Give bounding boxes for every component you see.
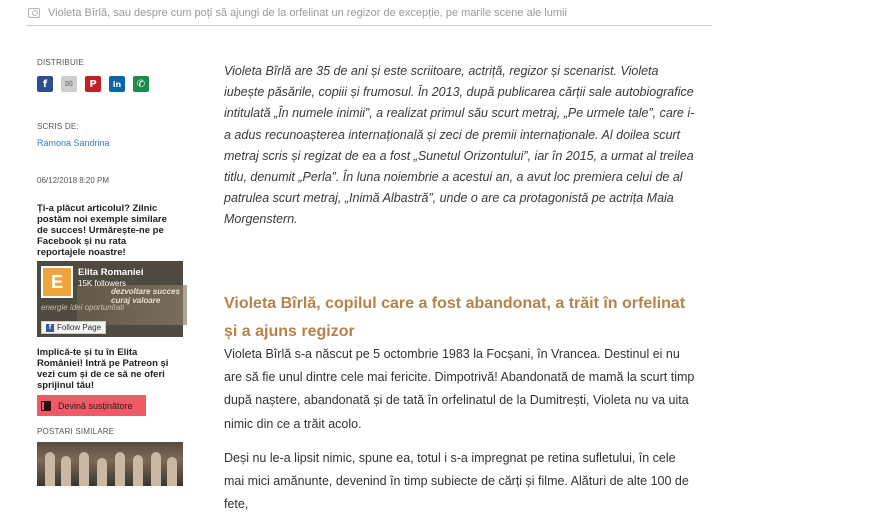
linkedin-share-button[interactable] [109,76,125,92]
facebook-share-button[interactable] [37,76,53,92]
whatsapp-icon: ✆ [136,78,146,90]
mail-icon: ✉ [64,78,74,90]
share-buttons [37,76,177,92]
patreon-promo-text: Implică-te și tu în Elita României! Intră pe Patreon și vezi cum și de ce să ne oferi sprijinul tău! [37,347,169,391]
caption-text: Violeta Bîrlă, sau despre cum poți să ajungi de la orfelinat un regizor de excepție, pe marile scene ale lumii [48,6,567,19]
linkedin-icon: in [112,79,122,89]
similar-posts-label: POSTARI SIMILARE [37,427,115,436]
facebook-promo-text: Ți-a plăcut articolul? Zilnic postăm noi exemple similare de succes! Urmărește-ne pe Facebook și nu rata reportajele noastre! [37,203,167,258]
email-share-button[interactable] [61,76,77,92]
similar-post-thumbnail[interactable] [37,442,183,486]
fb-page-name[interactable]: Elita Romaniei [78,267,144,278]
share-label: DISTRIBUIE [37,58,84,67]
follow-page-button[interactable] [41,321,106,334]
facebook-page-widget[interactable] [37,261,183,337]
whatsapp-share-button[interactable] [133,76,149,92]
article-paragraph-1: Violeta Bîrlă s-a născut pe 5 octombrie 1983 la Focșani, în Vrancea. Destinul ei nu are să fie unul dintre cele mai fericite. Dimpotrivă! Abandonată de mamă la scurt timp după naștere, abandonată și de tată în orfelinatul de la Dumitrești, Violeta nu va uita nimic din ce a trăit acolo. [224,347,695,431]
facebook-icon: f [42,78,48,90]
author-link[interactable]: Ramona Sandrina [37,138,110,148]
article-paragraph-2: Deși nu le-a lipsit nimic, spune ea, totul i s-a impregnat pe retina sufletului, în cele mai mici amănunte, devenind în timp subiecte de cărți și filme. Alături de alte 100 de fete, [224,451,689,512]
post-date: 06/12/2018 8:20 PM [37,176,110,185]
author-label: SCRIS DE: [37,122,79,131]
cover-overlay-text-2: energie idei oportunitati [41,303,125,312]
section-heading: Violeta Bîrlă, copilul care a fost abandonat, a trăit în orfelinat și a ajuns regizor [224,295,686,340]
follow-page-label: Follow Page [57,323,102,332]
image-caption [26,0,712,26]
page-logo: E [41,266,73,298]
pinterest-icon: P [89,78,97,90]
camera-icon [28,8,40,18]
facebook-icon: f [46,324,54,332]
patreon-icon [41,401,51,411]
cover-overlay-text: dezvoltare succes curaj valoare [111,287,180,305]
article-sidebar [37,58,180,486]
article-intro: Violeta Bîrlă are 35 de ani și este scriitoare, actriță, regizor și scenarist. Violeta iubește păsările, copiii și frumosul. În 2013, după publicarea cărții sale autobiografice intitulată „În numele inimii”, a realizat primul său scurt metraj, „Pe urmele tale”, care i-a adus recunoașterea internațională și zeci de premii internaționale. Al doilea scurt metraj scris și regizat de ea a fost „Sunetul Orizontului”, iar în 2015, a urmat al treilea titlu, denumit „Perla”. În luna noiembrie a acestui an, a avut loc premiera celui de al patrulea scurt metraj, „Inimă Albastră”, unde o are ca protagonistă pe actrița Maia Morgenstern. [224,64,695,227]
fb-followers-count: 15K followers [78,279,127,288]
pinterest-share-button[interactable] [85,76,101,92]
patreon-button[interactable] [37,395,146,416]
patreon-button-label: Devină susținătore [58,400,133,411]
